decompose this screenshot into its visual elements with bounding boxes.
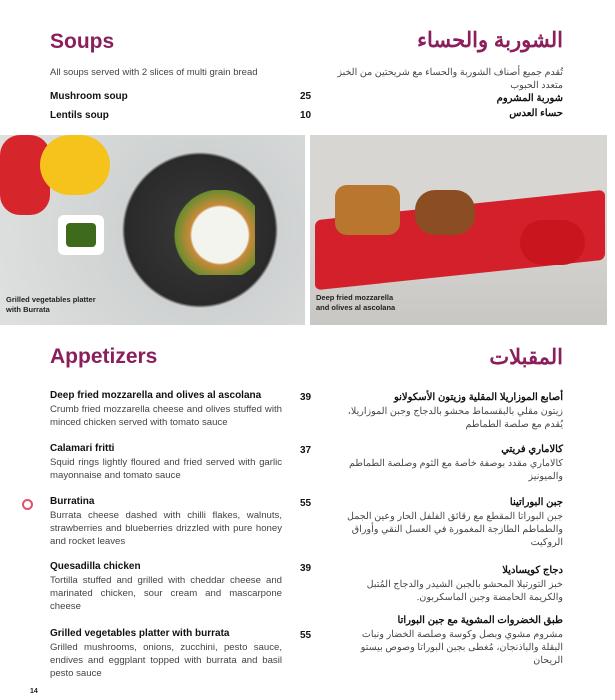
appetizer-name: Grilled vegetables platter with burrata bbox=[50, 628, 230, 639]
dish-image bbox=[165, 190, 255, 275]
appetizer-description: Grilled mushrooms, onions, zucchini, pesto sauce, endives and eggplant topped with burrata and basil pesto sauce bbox=[50, 642, 282, 679]
photo-fried-mozzarella bbox=[310, 135, 607, 325]
appetizer-description: Burrata cheese dashed with chilli flakes, walnuts, strawberries and blueberries drizzled with pure honey and rocket leaves bbox=[50, 510, 282, 547]
appetizer-description-ar: زيتون مقلي بالبقسماط محشو بالدجاج وجبن الموزاريلا، يُقدم مع صلصة الطماطم bbox=[347, 406, 563, 430]
appetizer-name: Calamari fritti bbox=[50, 443, 115, 454]
soup-name: Mushroom soup bbox=[50, 91, 128, 102]
appetizers-title-ar: المقبلات bbox=[489, 346, 563, 369]
photo-grilled-vegetables bbox=[0, 135, 305, 325]
soup-price: 10 bbox=[300, 110, 312, 121]
sauce-bowl-image bbox=[520, 220, 585, 265]
appetizer-name-ar: طبق الخضروات المشوية مع جبن البوراتا bbox=[397, 615, 563, 626]
appetizer-name: Burratina bbox=[50, 496, 95, 507]
featured-badge-icon bbox=[22, 499, 33, 510]
appetizer-price: 55 bbox=[300, 630, 312, 641]
appetizer-price: 39 bbox=[300, 563, 312, 574]
soups-note-ar: تُقدم جميع أصناف الشوربة والحساء مع شريحتين من الخبز متعدد الحبوب bbox=[337, 67, 563, 91]
pesto-bowl-image bbox=[58, 215, 104, 255]
page-number: 14 bbox=[30, 688, 38, 695]
appetizer-description-ar: جبن البوراتا المقطع مع رقائق الفلفل الحار وعين الجمل والطماطم الطازجة المغمورة في العسل النقي وأوراق الروكيت bbox=[346, 511, 563, 548]
photo-caption: Deep fried mozzarella and olives al ascolana bbox=[316, 293, 396, 312]
soups-note: All soups served with 2 slices of multi grain bread bbox=[50, 67, 258, 78]
appetizer-price: 39 bbox=[300, 392, 312, 403]
olives-image bbox=[415, 190, 475, 235]
soup-price: 25 bbox=[300, 91, 312, 102]
appetizer-description: Crumb fried mozzarella cheese and olives stuffed with minced chicken served with tomato sauce bbox=[50, 404, 282, 428]
yellow-pepper-image bbox=[40, 135, 110, 195]
appetizer-description: Tortilla stuffed and grilled with cheddar cheese and marinated chicken, sour cream and mascarpone cheese bbox=[50, 575, 282, 612]
soup-name-ar: حساء العدس bbox=[509, 108, 563, 119]
appetizer-name-ar: دجاج كويساديلا bbox=[502, 565, 563, 576]
soups-title-ar: الشوربة والحساء bbox=[417, 29, 563, 52]
appetizer-description: Squid rings lightly floured and fried served with garlic mayonnaise and tomato sauce bbox=[50, 457, 282, 481]
appetizers-title: Appetizers bbox=[50, 345, 158, 368]
appetizer-description-ar: خبز التورتيلا المحشو بالجبن الشيدر والدجاج المُتبل والكريمة الحامضة وجبن الماسكربون. bbox=[366, 579, 563, 603]
appetizer-name: Deep fried mozzarella and olives al ascolana bbox=[50, 390, 262, 401]
appetizer-name-ar: كالاماري فريتي bbox=[501, 444, 563, 455]
appetizer-description-ar: مشروم مشوي وبصل وكوسة وصلصة الخضار ونبات البقلة والباذنجان، مُغطى بجبن البوراتا وصوص بيستو الريحان bbox=[360, 629, 563, 666]
appetizer-name-ar: أصابع الموزاريلا المقلية وزيتون الأسكولانو bbox=[393, 392, 563, 403]
photo-caption: Grilled vegetables platter with Burrata bbox=[6, 295, 96, 314]
appetizer-name: Quesadilla chicken bbox=[50, 561, 141, 572]
mozzarella-sticks-image bbox=[335, 185, 400, 235]
soups-title: Soups bbox=[50, 30, 115, 53]
soup-name: Lentils soup bbox=[50, 110, 109, 121]
appetizer-name-ar: جبن البوراتينا bbox=[509, 497, 563, 508]
soup-name-ar: شوربة المشروم bbox=[496, 93, 563, 104]
appetizer-description-ar: كالاماري مقدد بوصفة خاصة مع الثوم وصلصة الطماطم والميونيز bbox=[348, 458, 563, 482]
appetizer-price: 37 bbox=[300, 445, 312, 456]
appetizer-price: 55 bbox=[300, 498, 312, 509]
